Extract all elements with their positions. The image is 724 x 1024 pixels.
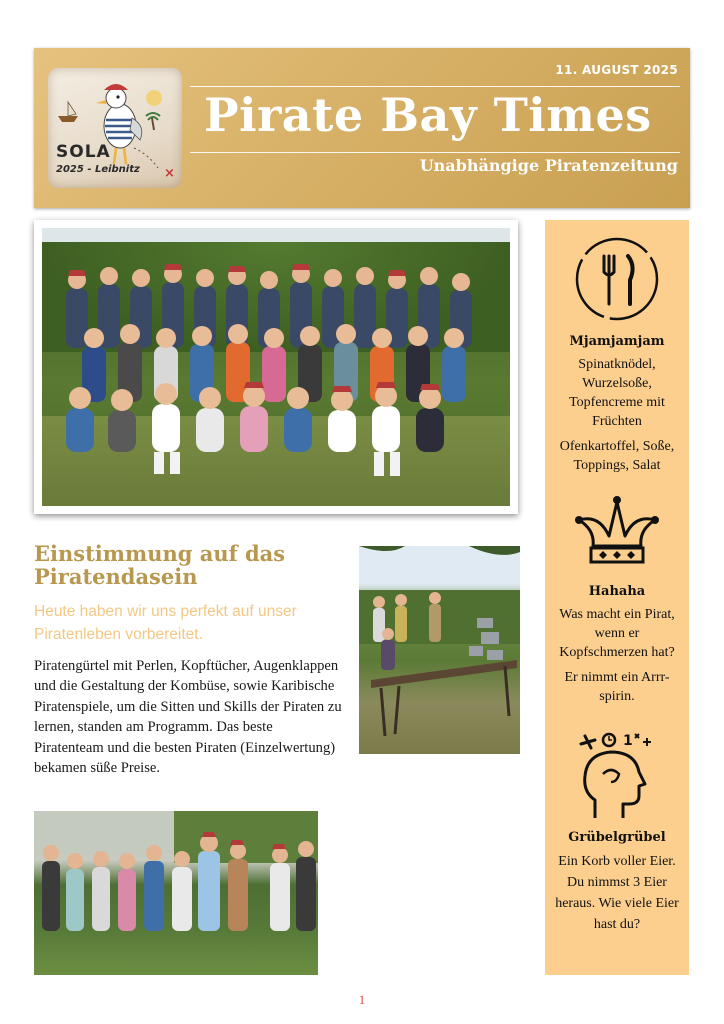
newspaper-subtitle: Unabhängige Piratenzeitung	[419, 156, 678, 175]
logo-line-1: SOLA	[56, 142, 111, 162]
sidebar-section-food	[545, 236, 689, 475]
food-title: Mjamjamjam	[569, 334, 665, 349]
masthead	[34, 48, 690, 208]
sola-logo	[48, 68, 182, 188]
children-line-photo	[34, 811, 318, 975]
group-photo	[34, 220, 518, 514]
logo-x-mark: ×	[164, 166, 175, 181]
sidebar-section-joke	[545, 490, 689, 706]
fork-knife-icon	[574, 236, 660, 322]
article-body: Piratengürtel mit Perlen, Kopftücher, Augenklappen und die Gestaltung der Kombüse, sowie Karibische Piratenspiele, um die Sitten und Skills der Piraten zu lernen, standen am Programm. Das beste Piratenteam und die besten Piraten (Einzelwertung) bekamen süße Preise.	[34, 658, 342, 777]
line-of-children-illustration	[34, 811, 318, 975]
issue-date: 11. AUGUST 2025	[555, 63, 678, 77]
joke-question: Was macht ein Pirat, wenn er Kopfschmerzen hat?	[559, 607, 675, 660]
table-and-children-illustration	[359, 546, 520, 754]
logo-text	[56, 142, 140, 175]
activity-photo	[359, 546, 520, 754]
riddle-title: Grübelgrübel	[568, 830, 666, 845]
joke-title: Hahaha	[588, 584, 646, 599]
page-number: 1	[358, 992, 366, 1007]
riddle-text: Ein Korb voller Eier. Du nimmst 3 Eier heraus. Wie viele Eier hast du?	[555, 854, 679, 932]
joke-answer: Er nimmt ein Arrr-spirin.	[564, 670, 670, 704]
article-headline: Einstimmung auf das Piratendasein	[34, 541, 286, 589]
group-of-children-illustration	[42, 228, 510, 506]
sidebar	[545, 220, 689, 975]
sidebar-section-riddle	[545, 730, 689, 935]
food-item-1: Spinatknödel, Wurzelsoße, Topfencreme mit Früchten	[569, 357, 665, 429]
thinking-head-icon	[569, 730, 665, 822]
logo-line-2: 2025 - Leibnitz	[56, 164, 140, 175]
masthead-rule-top	[190, 86, 680, 87]
article-lead: Heute haben wir uns perfekt auf unser Piratenleben vorbereitet.	[34, 603, 297, 643]
jester-hat-icon	[569, 490, 665, 570]
newspaper-title: Pirate Bay Times	[204, 88, 652, 142]
svg-text:1: 1	[623, 733, 633, 749]
food-item-2: Ofenkartoffel, Soße, Toppings, Salat	[559, 439, 675, 473]
masthead-rule-middle	[190, 152, 680, 153]
